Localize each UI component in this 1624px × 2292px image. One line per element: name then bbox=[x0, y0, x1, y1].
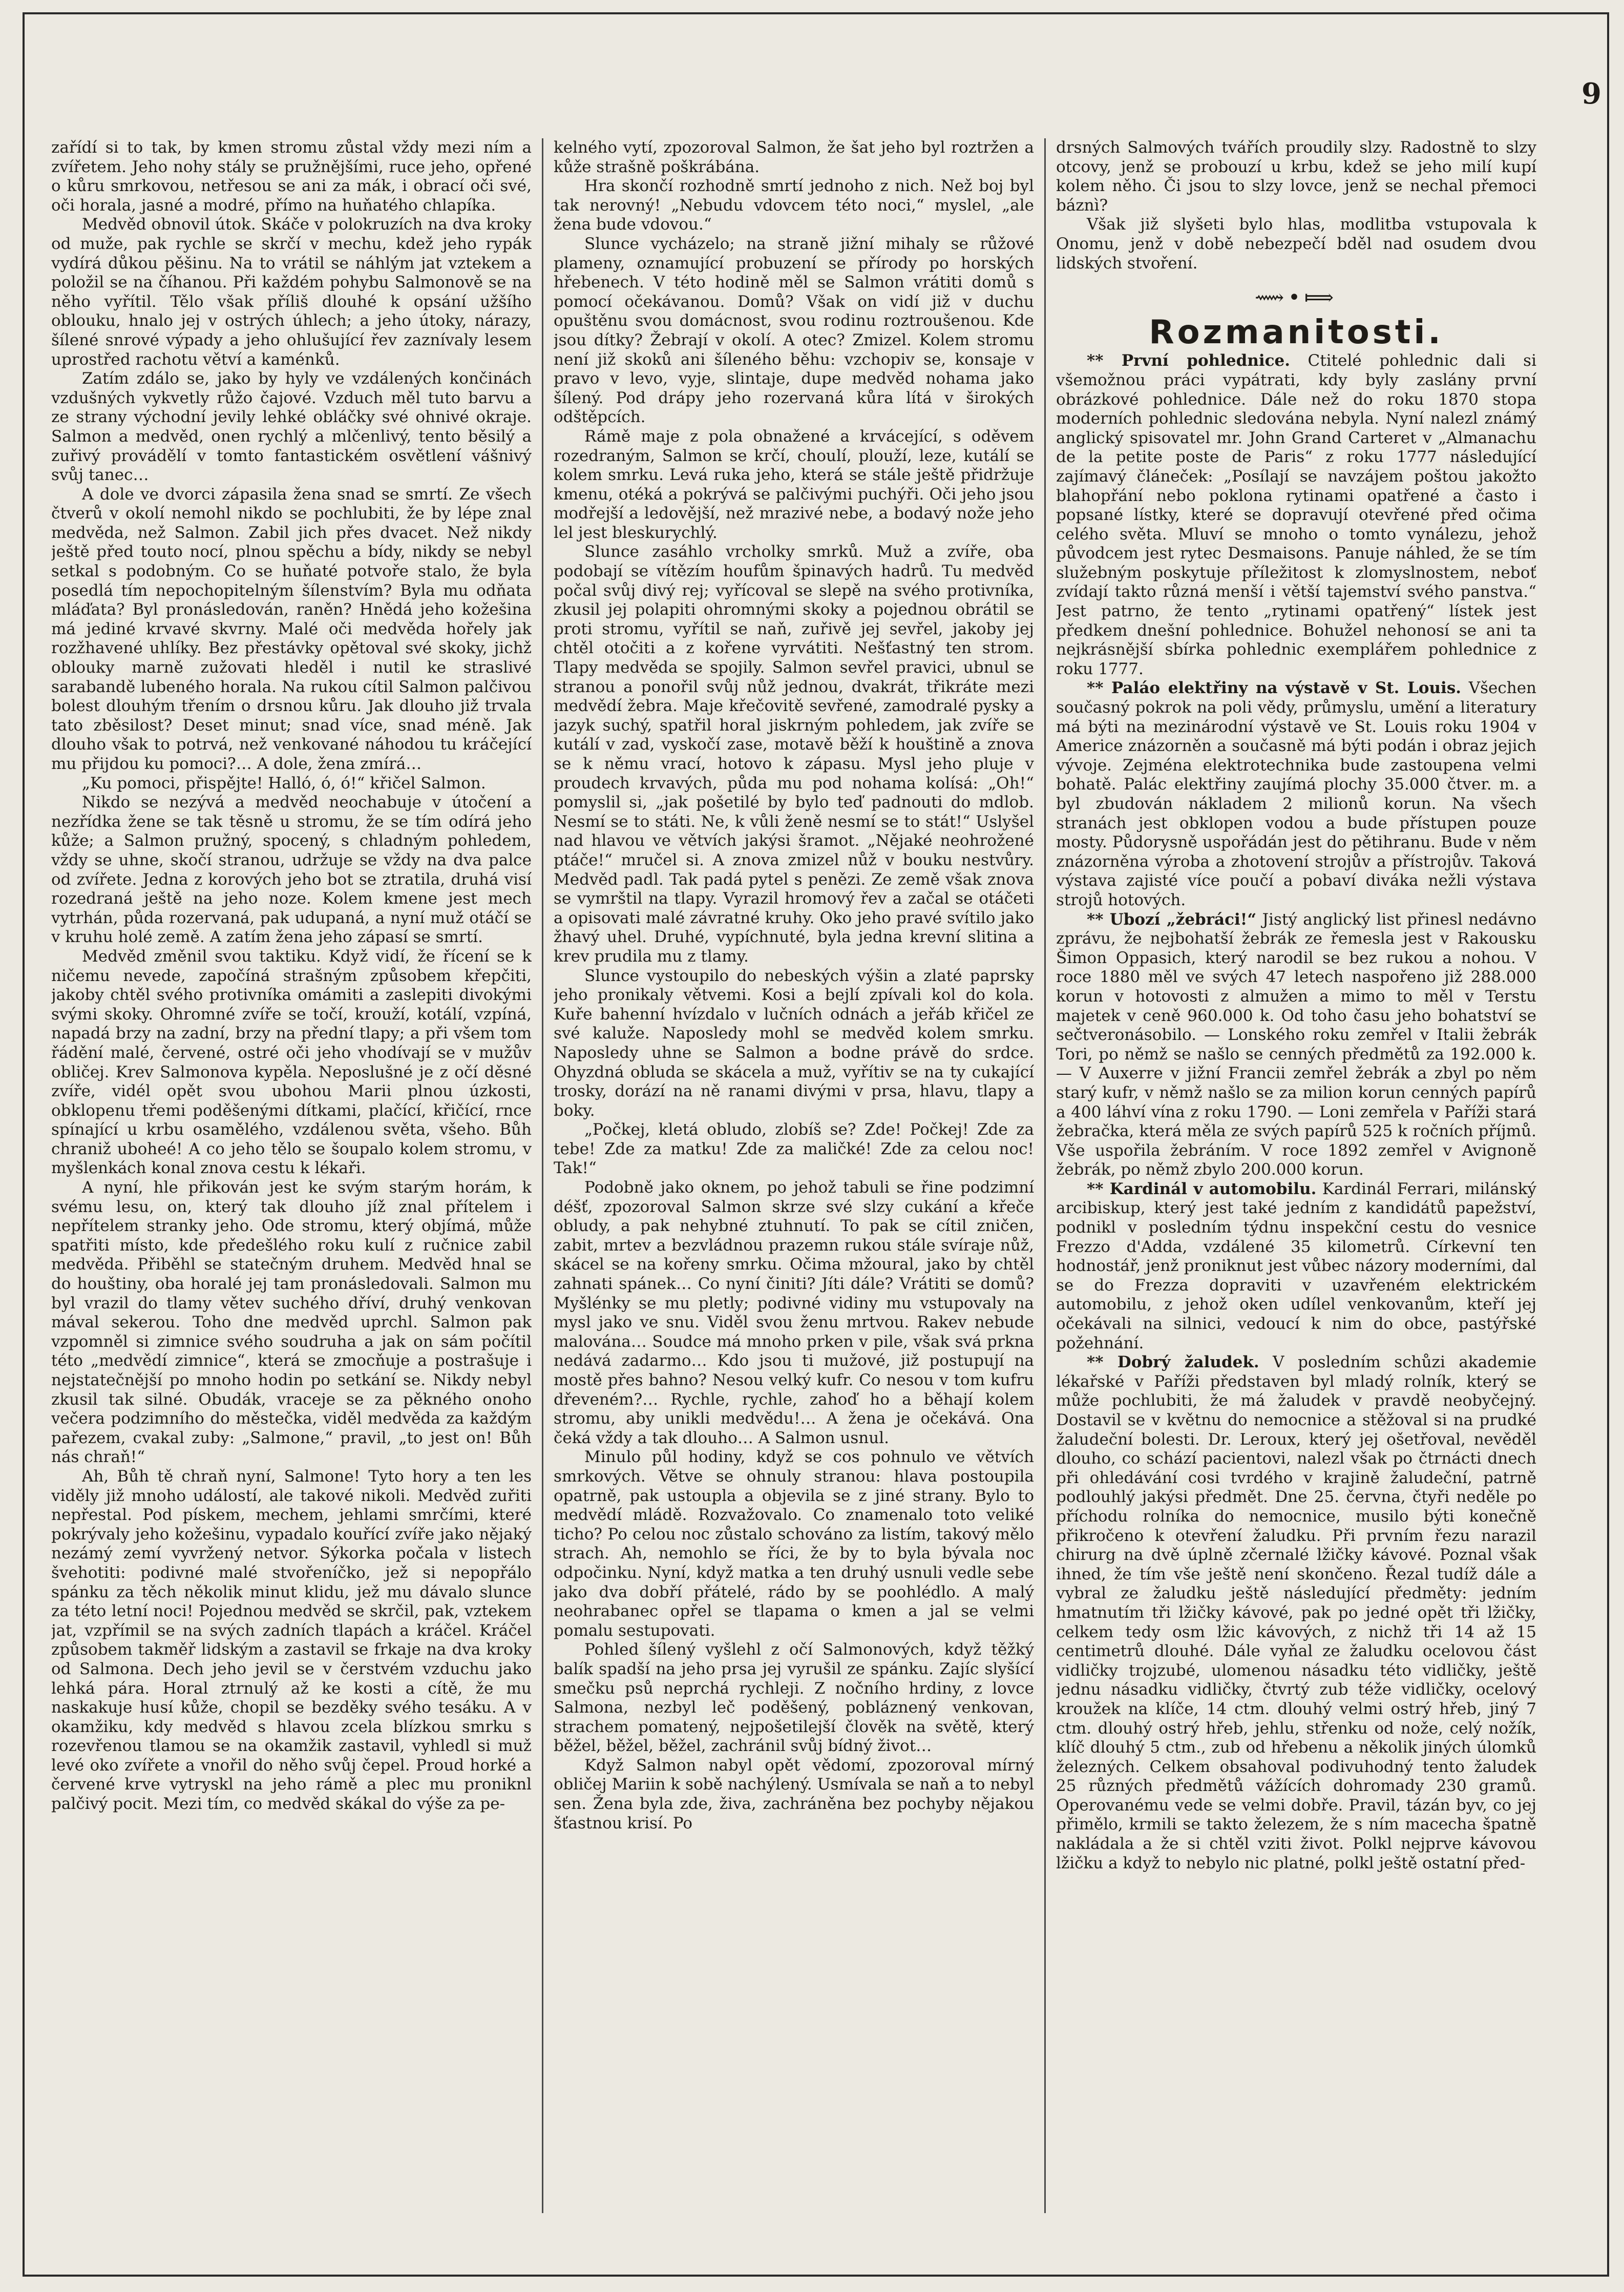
paragraph: Slunce vystoupilo do nebeských výšin a zlaté paprsky jeho pronikaly větvemi. Kosi a bejlí zpívali kol do kola. Kuře bahenní hvízdalo v lučních odnách a jeřáb křičel ze své kaluže. Naposledy mohl se medvěd kolem smrku. Naposledy uhne se Salmon a bodne právě do srdce. Ohyzdná obluda se skácela a muž, vyřítiv se na ty cukající trosky, dorází na ně ranami divými v prsa, hlavu, tlapy a boky. bbox=[554, 966, 1034, 1120]
paragraph: Slunce zasáhlo vrcholky smrků. Muž a zvíře, oba podobají se vítězím houfům špinavých hadrů. Tu medvěd počal svůj divý rej; vyřícoval se slepě na svého protivníka, zkusil jej polapiti ohromnými skoky a pojednou obrátil se proti stromu, vyřítil se naň, zuřivě jej sevřel, jakoby jej chtěl otočiti a z kořene vyrvátiti. Nešťastný ten strom. Tlapy medvěda se spojily. Salmon sevřel pravici, ubnul se stranou a ponořil svůj nůž jednou, dvakrát, třikráte mezi medvědí žebra. Maje křečovitě sevřené, zamodralé pysky a jazyk suchý, spatřil horal jiskrným pohledem, jak zvíře se kutálí v zad, vyskočí zase, motavě běží k houštině a znova se k němu vrací, hotovo k zápasu. Mysl jeho pluje v proudech krvavých, půda mu pod nohama kolísá: „Oh!“ pomyslil si, „jak pošetilé by bylo teď padnouti do mdlob. Nesmí se to státi. Ne, k vůli ženě nesmí se to stát!“ Uslyšel nad hlavou ve větvích jakýsi šramot. „Nějaké neohrožené ptáče!“ mručel si. A znova zmizel nůž v bouku nestvůry. Medvěd padl. Tak padá pytel s penězi. Ze země však znova se vymrštil na tlapy. Vyrazil hromový řev a začal se otáčeti a opisovati malé závratné kruhy. Oko jeho pravé svítilo jako žhavý uhel. Druhé, vypíchnuté, byla jedna krevní slitina a krev prudila mu z tlamy. bbox=[554, 543, 1034, 966]
miscellany-item bbox=[1056, 910, 1536, 1180]
story-ending bbox=[1056, 138, 1536, 273]
item-text: Kardinál Ferrari, milánský arcibiskup, který jest také jedním z kandidátů papežství, podnikl v posledním týdnu inspekční cestu do vesnice Frezzo d'Adda, vzdálené 35 kilometrů. Církevní ten hodnostář, jenž proniknut jest vůbec názory moderními, dal se do Frezza dopraviti v uzavřeném elektrickém automobilu, z jehož oken udílel venkovanům, kteří jej očekávali na silnici, vedoucí k nim do obce, pastýřské požehnání. bbox=[1056, 1179, 1536, 1352]
paragraph: Pohled šílený vyšlehl z očí Salmonových, když těžký balík spadší na jeho prsa jej vyrušil ze spánku. Zajíc slyšící smečku psů neprchá rychleji. Z nočního hrdiny, z lovce Salmona, nezbyl leč poděšený, pobláznený venkovan, strachem pomatený, nejpošetilejší člověk na světě, který běžel, běžel, běžel, zachránil svůj bídný život… bbox=[554, 1640, 1034, 1756]
paragraph: „Počkej, kletá obludo, zlobíš se? Zde! Počkej! Zde za tebe! Zde za matku! Zde za maličké! Zde za celou noc! Tak!“ bbox=[554, 1120, 1034, 1178]
paragraph: Hra skončí rozhodně smrtí jednoho z nich. Než boj byl tak nerovný! „Nebudu vdovcem této noci,“ myslel, „ale žena bude vdovou.“ bbox=[554, 177, 1034, 234]
item-heading: ** Ubozí „žebráci!“ bbox=[1087, 910, 1257, 929]
paragraph: Slunce vycházelo; na straně jižní mihaly se růžové plameny, oznamující probuzení se přírody po horských hřebenech. V této hodině měl se Salmon vrátiti domů s pomocí očekávanou. Domů? Však on vidí již v duchu opuštěnu svou domácnost, svou rodinu roztroušenou. Kde jsou dítky? Žebrají v okolí. A otec? Zmizel. Kolem stromu není již skoků ani šíleného běhu: vzchopiv se, konsaje v pravo v levo, vyje, slintaje, dupe medvěd nohama jako šílený. Pod drápy jeho rozervaná kůra lítá v širokých odštěpcích. bbox=[554, 234, 1034, 427]
miscellany-item bbox=[1056, 1180, 1536, 1353]
paragraph: „Ku pomoci, přispějte! Halló, ó, ó!“ křičel Salmon. bbox=[82, 774, 486, 793]
miscellany-item bbox=[1056, 351, 1536, 679]
page-number: 9 bbox=[1581, 77, 1601, 111]
section-title: Rozmanitosti. bbox=[1149, 313, 1444, 351]
paragraph: Když Salmon nabyl opět vědomí, zpozoroval mírný obličej Mariin k sobě nachýlený. Usmívala se naň a to nebyl sen. Žena byla zde, živa, zachráněna bez pochyby nějakou šťastnou krisí. Po bbox=[554, 1756, 1034, 1832]
column-rule bbox=[1044, 138, 1046, 2213]
paragraph: Nikdo se nezývá a medvěd neochabuje v útočení a nezřídka žene se tak těsně u stromu, že se tím odírá jeho kůže; a Salmon pružný, spocený, s chladným pohledem, vždy se uhne, skočí stranou, udržuje se vždy na dva palce od zvířete. Jedna z korových jeho bot se ztratila, druhá visí rozedraná ještě na jeho noze. Kolem kmene jest mech vytrhán, půda rozervaná, pak udupaná, a nyní muž otáčí se v kruhu holé země. A zatím žena jeho zápasí se smrtí. bbox=[51, 793, 532, 947]
newspaper-columns bbox=[51, 138, 1536, 2213]
item-heading: ** Paláo elektřiny na výstavě v St. Louis. bbox=[1087, 679, 1462, 698]
item-text: Jistý anglický list přinesl nedávno zprávu, že nejbohatší žebrák ze řemesla jest v Rakousku Šimon Oppasich, který narodil se bez rukou a nohou. V roce 1880 měl ve svých 47 letech naspořeno již 288.000 korun v hotovosti z almužen a mimo to měl v Terstu majetek v ceně 960.000 k. Od toho času jeho bohatství se sečtveronásobilo. — Lonského roku zemřel v Italii žebrák Tori, po němž se našlo se cenných předmětů za 192.000 k. — V Auxerre v jižní Francii zemřel žebrák a zbyl po něm starý kufr, v němž našlo se za milion korun cenných papírů a 400 láhví vína z roku 1790. — Loni zemřela v Paříži stará žebračka, která měla ze svých papírů 525 k ročních příjmů. Vše uspořila žebráním. V roce 1892 zemřel v Avignoně žebrák, po němž zbylo 200.000 korun. bbox=[1056, 910, 1536, 1179]
paragraph: Zatím zdálo se, jako by hyly ve vzdálených končinách vzdušných vykvetly růžo čajové. Vzduch měl tuto barvu a ze strany východní jevily lehké obláčky své ohnivé okraje. Salmon a medvěd, onen rychlý a mlčenlivý, tento běsilý a zuřivý provádělí v tomto fantastickém osvětlení vášnivý svůj tanec… bbox=[51, 369, 532, 485]
miscellany-items bbox=[1056, 351, 1536, 1873]
paragraph: A dole ve dvorci zápasila žena snad se smrtí. Ze všech čtverů v okolí nemohl nikdo se pochlubiti, že by lépe znal medvěda, než Salmon. Zabil jich přes dvacet. Než nikdy ještě před touto nocí, plnou spěchu a bídy, nikdy se nebyl setkal s podobným. Co se huňaté potvoře stalo, že byla posedlá tím nepochopitelným šílenstvím? Byla mu odňata mláďata? Byl pronásledován, raněn? Hnědá jeho kožešina má jediné krvavé skvrny. Malé oči medvěda hořely jak rozžhavené uhlíky. Bez přestávky opětoval své skoky, jichž oblouky marně zužovati hleděl i nutil ke straslivé sarabandě lubeného horala. Na rukou cítil Salmon palčivou bolest dlouhým třením o drsnou kůru. Jak dlouho již trvala tato zběsilost? Deset minut; snad více, snad méně. Jak dlouho však to potrvá, než venkované náhodou tu kráčející mu přijdou ku pomoci?… A dole, žena zmírá… bbox=[51, 485, 532, 773]
column-rule bbox=[542, 138, 543, 2213]
paragraph: Podobně jako oknem, po jehož tabuli se řine podzimní déšť, zpozoroval Salmon skrze své slzy cukání a křeče obludy, a pak nehybné ztuhnutí. To pak se cítil zničen, zabit, mrtev a bezvládnou prazemn rukou stále svíraje nůž, skácel se na kořeny smrku. Očima mžoural, jako by chtěl zahnati spánek… Co nyní činiti? Jíti dále? Vrátiti se domů? Myšlénky se mu pletly; podivné vidiny mu vstupovaly na mysl jako ve snu. Viděl svou ženu mrtvou. Rakev nebude malována… Soudce má mnoho prken v pile, však svá prkna nedává zadarmo… Kdo jsou ti mužové, již postupují na mostě přes bahno? Nesou velký kufr. Co nesou v tom kufru dřeveném?… Rychle, rychle, zahoď ho a běhají kolem stromu, aby unikli medvědu!… A žena je očekává. Ona čeká vždy a tak dlouho… A Salmon usnul. bbox=[554, 1178, 1034, 1447]
column-story-part-2 bbox=[554, 138, 1034, 2213]
paragraph: kelného vytí, zpozoroval Salmon, že šat jeho byl roztržen a kůže strašně poškrábána. bbox=[554, 138, 1034, 176]
paragraph: Medvěd obnovil útok. Skáče v polokruzích na dva kroky od muže, pak rychle se skrčí v mechu, kdež jeho rypák vydírá důkou pěšinu. Na to vrátil se náhlým jat vztekem a položil se na číhanou. Při každém pohybu Salmonově se na něho vyřítil. Tělo však příliš dlouhé k opsání užšího oblouku, hnalo jej v ostrých úhlech; a jeho útoky, nárazy, šílené snrové výpady a jeho ohlušující řev zaznívaly lesem uprostřed rachotu větví a kaménků. bbox=[51, 215, 532, 369]
paragraph: Však již slyšeti bylo hlas, modlitba vstupovala k Onomu, jenž v době nebezpečí bděl nad osudem dvou lidských stvoření. bbox=[1056, 215, 1536, 273]
paragraph: Rámě maje z pola obnažené a krvácející, s oděvem rozedraným, Salmon se krčí, choulí, plouží, leze, kutálí se kolem smrku. Levá ruka jeho, která se stále ještě přidržuje kmenu, otéká a pokrývá se palčivými puchýři. Oči jeho jsou modřejší a ledovější, než mrazivé nebe, a bodavý nože jeho lel jest bleskurychlý. bbox=[554, 427, 1034, 542]
item-heading: ** Kardinál v automobilu. bbox=[1087, 1179, 1317, 1198]
paragraph: Medvěd změnil svou taktiku. Když vidí, že řícení se k ničemu nevede, započíná strašným způsobem křepčiti, jakoby chtěl svého protivníka omámiti a zaslepiti divokými svými skoky. Ohromné zvíře se točí, krouží, kotálí, vzpíná, napadá brzy na zadní, brzy na přední tlapy; a při všem tom řádění malé, červené, ostré oči jeho vhodívají se v mužův obličej. Krev Salmonova kypěla. Neposlušné je z očí děsné zvíře, vidél opět svou ubohou Marii plnou úzkosti, obklopenu třemi poděšenými dítkami, plačící, křičící, rnce spínající u krbu osamělého, vzdálenou světa, všeho. Bůh chraniž uboheé! A co jeho tělo se šoupalo kolem stromu, v myšlenkách konal znova cestu k lékaři. bbox=[51, 947, 532, 1178]
separator-ornament: ⟿•⟾ bbox=[1254, 286, 1338, 310]
paragraph: Minulo půl hodiny, když se cos pohnulo ve větvích smrkových. Větve se ohnuly stranou: hlava postoupila opatrně, pak ustoupla a objevila se z jiné strany. Bylo to medvědí mládě. Rozvažovalo. Co znamenalo toto veliké ticho? Po celou noc zůstalo schováno za listím, takový mělo strach. Ah, nemohlo se říci, že by to byla bývala noc odpočinku. Nyní, když matka a ten druhý usnuli vedle sebe jako dva dobří přátelé, rádo by se poohlédlo. A malý neohrabanec opřel se tlapama o kmen a jal se velmi pomalu sestupovati. bbox=[554, 1448, 1034, 1640]
item-text: Ctitelé pohlednic dali si všemožnou práci vypátrati, kdy byly zaslány první obrázkové pohlednice. Dále než do roku 1870 stopa moderních pohlednic sledována nebyla. Nyní nalezl známý anglický spisovatel mr. John Grand Carteret v „Almanachu de la petite poste de Paris“ z roku 1777 následující zajímavý článeček: „Posílají se navzájem poštou jakožto blahopřání nebo poklona rytinami opatřené a často i popsané lístky, které se dopravují otevřené před očima celého světa. Mluví se mnoho o tomto vynálezu, jehož původcem jest rytec Desmaisons. Panuje náhled, že se tím služebným poskytuje příležitost k zlomyslnostem, neboť zvídají takto různá menší i větší tajemství svého panstva.“ Jest patrno, že tento „rytinami opatřený“ lístek jest předkem dnešní pohlednice. Bohužel nehonosí se ani ta nejkrásnější sbírka pohlednic exemplářem pohlednice z roku 1777. bbox=[1056, 351, 1536, 678]
miscellany-item bbox=[1056, 679, 1536, 910]
paragraph: A nyní, hle přikován jest ke svým starým horám, k svému lesu, on, který tak dlouho jíž znal přítelem i nepřítelem stranky jeho. Ode stromu, který objímá, může spatřiti místo, kde předešlého roku kulí z ručnice zabil medvěda. Přiběhl se statečným druhem. Medvěd hnal se do houštiny, oba horalé jej tam pronásledovali. Salmon mu byl vrazil do tlamy větev suchého dříví, druhý venkovan mával sekerou. Toho dne medvěd uprchl. Salmon pak vzpomněl si zimnice svého soudruha a jak on sám počítil této „medvědí zimnice“, která se zmocňuje a postrašuje i nejstatečnější po mnoho hodin po setkání se. Nikdy nebyl zkusil tak silné. Obudák, vraceje se za pěkného onoho večera podzimního do městečka, viděl medvěda za každým pařezem, cvakal zuby: „Salmone,“ pravil, „to jest on! Bůh nás chraň!“ bbox=[51, 1178, 532, 1467]
paragraph: Ah, Bůh tě chraň nyní, Salmone! Tyto hory a ten les viděly již mnoho událostí, ale takové nikoli. Medvěd zuřiti nepřestal. Pod pískem, mechem, jehlami smrčími, které pokrývaly jeho kožešinu, vypadalo kouřící zvíře jako nějaký nezámý zemí vyvržený netvor. Sýkorka počala v listech švehotiti: podivné malé stvořeníčko, jež si nepopřálo spánku za těch několik minut klidu, jež mu dávalo slunce za této letní noci! Pojednou medvěd se skrčil, pak, vztekem jat, vzpřímil se na svých zadních tlapách a kráčel. Kráčel způsobem takměř lidským a zastavil se frkaje na dva kroky od Salmona. Dech jeho jevil se v čerstvém vzduchu jako lehká pára. Horal ztrnulý až ke kosti a cítě, že mu naskakuje husí kůže, chopil se bezděky svého tesáku. A v okamžiku, kdy medvěd s hlavou zcela blízkou smrku s rozevřenou tlamou se na okamžik zastavil, vyhledl si muž levé oko zvířete a vnořil do něho svůj čepel. Proud horké a červené krve vytryskl na jeho rámě a plec mu proniknl palčivý pocit. Mezi tím, co medvěd skákal do výše za pe- bbox=[51, 1467, 532, 1814]
miscellany-item bbox=[1056, 1353, 1536, 1873]
item-text: Všechen současný pokrok na poli vědy, průmyslu, umění a literatury má býti na mezinárodní výstavě ve St. Louis roku 1904 v Americe znázorněn a současně má býti podán i obraz jejich vývoje. Zejména elektrotechnika bude zastoupena velmi bohatě. Palác elektřiny zaujímá plochy 35.000 čtver. m. a byl zbudován nákladem 2 milionů korun. Na všech stranách jest obklopen vodou a bude přístupen pouze mosty. Půdorysně uspořádán jest do pětihranu. Bude v něm znázorněna výroba a zhotovení strojův a přístrojův. Taková výstava zajisté více poučí a pobaví diváka nežli výstava strojů hotových. bbox=[1056, 679, 1536, 909]
item-heading: ** Dobrý žaludek. bbox=[1087, 1353, 1259, 1372]
paragraph: zařídí si to tak, by kmen stromu zůstal vždy mezi ním a zvířetem. Jeho nohy stály se pružnějšími, ruce jeho, opřené o kůru smrkovou, netřesou se ani za mák, i obrací oči své, oči horala, jasné a modré, přímo na huňatého chlapíka. bbox=[51, 138, 532, 215]
column-miscellany bbox=[1056, 138, 1536, 2213]
item-heading: ** První pohlednice. bbox=[1087, 351, 1291, 370]
column-story-part-1 bbox=[51, 138, 532, 2213]
paragraph: drsných Salmových tvářích proudily slzy. Radostně to slzy otcovy, jenž se probouzí u krbu, kdež se jeho milí kupí kolem něho. Či jsou to slzy lovce, jenž se nechal přemoci báznì? bbox=[1056, 138, 1536, 215]
item-text: V posledním schůzi akademie lékařské v Paříži představen byl mladý rolník, který se může pochlubiti, že má žaludek v pravdě neobyčejný. Dostavil se v květnu do nemocnice a stěžoval si na prudké žaludeční bolesti. Dr. Leroux, který jej ošetřoval, nevěděl dlouho, co schází pacientovi, nalezl však po čtrnácti dnech při ohledávání cosi tvrdého v krajině žaludeční, patrně podlouhlý jakýsi předmět. Dne 25. června, čtyři neděle po příchodu rolníka do nemocnice, musilo býti konečně přikročeno k otevření žaludku. Při prvním řezu narazil chirurg na dvě úplně zčernalé lžičky kávové. Poznal však ihned, že tím vše ještě není skončeno. Řezal tudíž dále a vybral ze žaludku ještě následující předměty: jedním hmatnutím tři lžičky kávové, pak po jedné opět tři lžičky, celkem tedy osm lžic kávových, z nichž tři 14 až 15 centimetrů dlouhé. Dále vyňal ze žaludku ocelovou část vidličky trojzubé, ulomenou násadku této vidličky, ještě jednu násadku vidličky, čtvrtý zub téže vidličky, ocelový kroužek na klíče, 14 ctm. dlouhý velmi ostrý hřeb, jiný 7 ctm. dlouhý ostrý hřeb, jehlu, střenku od nože, celý nožík, klíč dlouhý 5 ctm., zub od hřebenu a několik jiných úlomků železných. Celkem obsahoval podivuhodný tento žaludek 25 různých předmětů vážících dohromady 230 gramů. Operovanému vede se velmi dobře. Pravil, tázán byv, co jej přimělo, krmili se takto železem, že s ním macecha špatně nakládala a že si chtěl vziti život. Polkl nejprve kávovou lžičku a když to nebylo nic platné, polkl ještě ostatní před- bbox=[1056, 1353, 1536, 1872]
